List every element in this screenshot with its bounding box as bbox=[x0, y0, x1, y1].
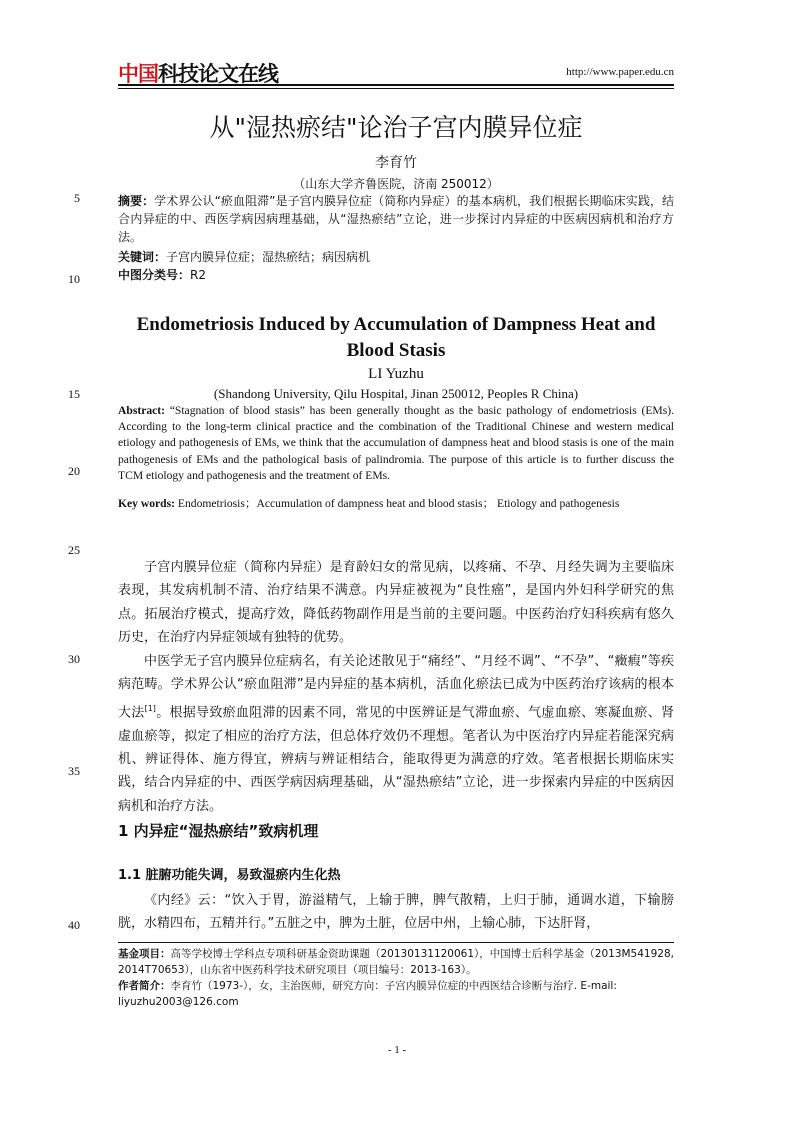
author-cn: 李育竹 bbox=[375, 155, 417, 171]
body-paragraph bbox=[118, 650, 674, 818]
abstract-cn-text: 学术界公认“瘀血阻滞”是子宫内膜异位症（简称内异症）的基本病机，我们根据长期临床实践，结合内异症的中、西医学病因病理基础，从“湿热瘀结”立论，进一步探讨内异症的中医病因病机和治疗方法。 bbox=[118, 194, 674, 244]
line-number: 20 bbox=[68, 464, 80, 478]
keywords-en-label: Key words: bbox=[118, 497, 175, 510]
abstract-en bbox=[118, 403, 674, 484]
author-bio-label: 作者简介： bbox=[118, 980, 171, 992]
header-rule-thin bbox=[118, 88, 674, 89]
page-number: - 1 - bbox=[387, 1044, 407, 1056]
line-number: 5 bbox=[74, 191, 80, 205]
abstract-en-label: Abstract: bbox=[118, 404, 166, 417]
fund-footnote bbox=[118, 946, 674, 978]
author-bio-text: 李育竹（1973-），女，主治医师，研究方向：子宫内膜异位症的中西医结合诊断与治疗. E-mail: liyuzhu2003@126.com bbox=[118, 980, 617, 1008]
author-en: LI Yuzhu bbox=[368, 366, 424, 382]
body-paragraph: 《内经》云：“饮入于胃，游溢精气，上输于脾，脾气散精，上归于肺，通调水道，下输膀胱，水精四布，五精并行。”五脏之中，脾为土脏，位居中州，上输心肺，下达肝肾， bbox=[118, 893, 674, 932]
clc-cn-text: R2 bbox=[190, 268, 206, 282]
line-number: 40 bbox=[68, 918, 80, 932]
abstract-cn bbox=[118, 192, 674, 246]
affiliation-en: (Shandong University, Qilu Hospital, Jinan 250012, Peoples R China) bbox=[213, 386, 579, 401]
fund-text: 高等学校博士学科点专项科研基金资助课题（20130131120061），中国博士后科学基金（2013M541928, 2014T70653），山东省中医药科学技术研究项目（项目编号：2013-163）。 bbox=[118, 948, 674, 976]
abstract-cn-label: 摘要： bbox=[118, 194, 155, 208]
line-number: 25 bbox=[68, 543, 80, 557]
clc-cn bbox=[118, 266, 674, 284]
keywords-en bbox=[118, 496, 674, 512]
line-number: 30 bbox=[68, 652, 80, 666]
keywords-en-text: Endometriosis；Accumulation of dampness heat and blood stasis； Etiology and pathogenesis bbox=[177, 497, 620, 510]
section-heading: 1 内异症“湿热瘀结”致病机理 bbox=[118, 822, 319, 840]
logo-red-part: 中国 bbox=[118, 62, 158, 86]
keywords-cn-label: 关键词： bbox=[118, 250, 167, 264]
fund-label: 基金项目： bbox=[118, 948, 171, 960]
affiliation-cn: （山东大学齐鲁医院，济南 250012） bbox=[293, 177, 499, 191]
logo-black-part: 科技论文在线 bbox=[158, 62, 278, 86]
abstract-en-text: “Stagnation of blood stasis” has been generally thought as the basic pathology of endometriosis (EMs). According to the long-term clinical practice and the combination of the Traditional Chinese and western medical etiology and pathogenesis of EMs, we think that the accumulation of dampness heat and blood stasis is one of the main pathogenesis of EMs and the pathological basis of palindromia. The purpose of this article is to further discuss the TCM etiology and pathogenesis and the treatment of EMs. bbox=[118, 404, 674, 482]
citation-ref[interactable]: [1] bbox=[144, 703, 156, 713]
line-number: 10 bbox=[68, 272, 80, 286]
clc-cn-label: 中图分类号： bbox=[118, 268, 191, 282]
line-number: 15 bbox=[68, 387, 80, 401]
paper-title-en: Endometriosis Induced by Accumulation of Dampness Heat and Blood Stasis bbox=[136, 314, 656, 361]
keywords-cn-text: 子宫内膜异位症；湿热瘀结；病因病机 bbox=[166, 250, 371, 264]
journal-url[interactable]: http://www.paper.edu.cn bbox=[566, 66, 674, 78]
body-paragraph: 子宫内膜异位症（简称内异症）是育龄妇女的常见病，以疼痛、不孕、月经失调为主要临床表现，其发病机制不清、治疗结果不满意。内异症被视为“良性癌”，是国内外妇科学研究的焦点。拓展治疗模式，提高疗效，降低药物副作用是当前的主要问题。中医药治疗妇科疾病有悠久历史，在治疗内异症领域有独特的优势。 bbox=[118, 560, 674, 646]
author-footnote bbox=[118, 978, 674, 1010]
body-paragraph-text: 。根据导致瘀血阻滞的因素不同，常见的中医辨证是气滞血瘀、气虚血瘀、寒凝血瘀、肾虚血瘀等，拟定了相应的治疗方法，但总体疗效仍不理想。笔者认为中医治疗内异症若能深究病机、辨证得体、施方得宜，辨病与辨证相结合，能取得更为满意的疗效。笔者根据长期临床实践，结合内异症的中、西医学病因病理基础，从“湿热瘀结”立论，进一步探索内异症的中医病因病机和治疗方法。 bbox=[118, 705, 674, 814]
subsection-heading: 1.1 脏腑功能失调，易致湿瘀内生化热 bbox=[118, 868, 341, 883]
paper-title-cn: 从"湿热瘀结"论治子宫内膜异位症 bbox=[209, 113, 583, 142]
header-rule bbox=[118, 84, 674, 86]
line-number: 35 bbox=[68, 764, 80, 778]
body-paragraph-text: 中医学无子宫内膜异位症病名，有关论述散见于“痛经”、“月经不调”、“不孕”、“癥瘕”等疾病范畴。学术界公认“瘀血阻滞”是内异症的基本病机，活血化瘀法已成为中医药治疗该病的根本大法 bbox=[118, 654, 674, 721]
footnote-rule bbox=[118, 942, 674, 943]
keywords-cn bbox=[118, 248, 674, 266]
